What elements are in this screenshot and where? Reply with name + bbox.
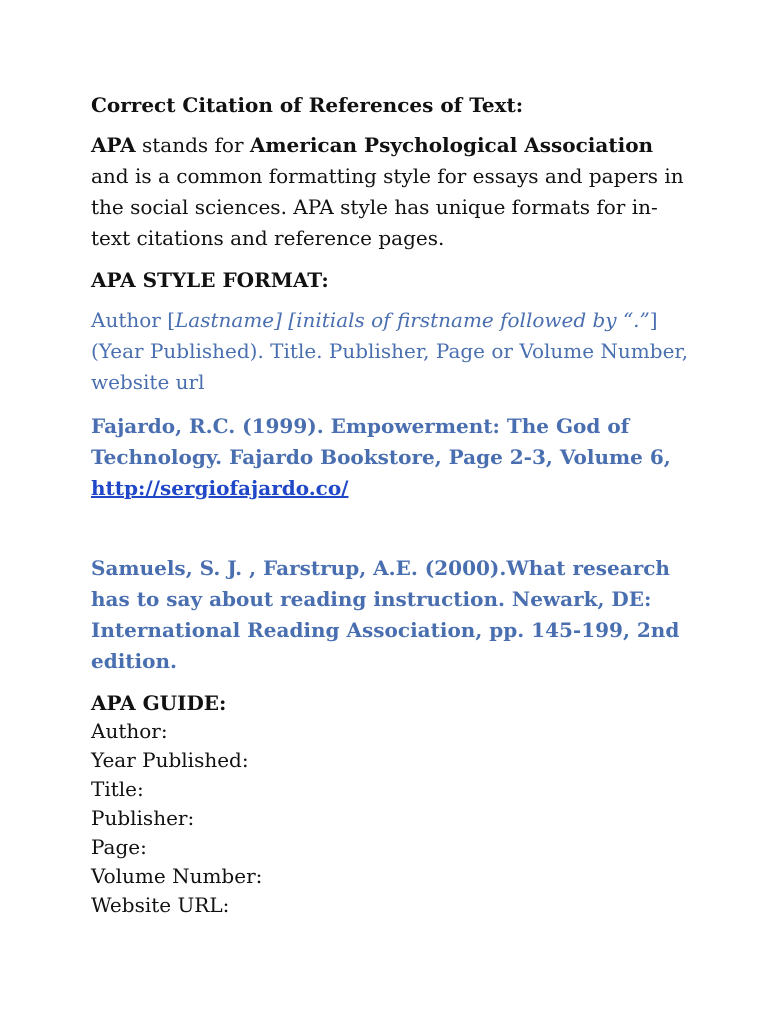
intro-association-bold: American Psychological Association: [249, 133, 654, 157]
document-title: Correct Citation of References of Text:: [91, 93, 524, 117]
guide-item-year-published: Year Published:: [91, 748, 249, 772]
guide-list: [91, 717, 691, 920]
example-reference-1-text: Fajardo, R.C. (1999). Empowerment: The God of Technology. Fajardo Bookstore, Page 2-3, Volume 6,: [91, 414, 671, 469]
guide-item-volume-number: Volume Number:: [91, 864, 263, 888]
example-reference-1-link[interactable]: http://sergiofajardo.co/: [91, 476, 349, 500]
intro-text-2: and is a common formatting style for essays and papers in the social sciences. APA style has unique formats for in-text citations and reference pages.: [91, 164, 684, 250]
format-template-part1: Author [: [91, 308, 176, 332]
style-format-heading: APA STYLE FORMAT:: [91, 268, 329, 292]
document-page: [91, 92, 691, 920]
guide-item-page: Page:: [91, 835, 147, 859]
format-template: [91, 305, 691, 398]
intro-paragraph: [91, 130, 691, 254]
guide-item-author: Author:: [91, 719, 168, 743]
format-template-italic: Lastname] [initials of firstname followed by “.”: [175, 308, 650, 332]
format-template-part3: ] (Year Published). Title. Publisher, Page or Volume Number, website url: [91, 308, 689, 394]
example-reference-1: [91, 411, 691, 504]
guide-heading: APA GUIDE:: [91, 691, 227, 715]
example-reference-2: Samuels, S. J. , Farstrup, A.E. (2000).What research has to say about reading instruction. Newark, DE: International Reading Association, pp. 145-199, 2nd edition.: [91, 556, 680, 673]
guide-item-publisher: Publisher:: [91, 806, 195, 830]
guide-item-title: Title:: [91, 777, 144, 801]
guide-item-website-url: Website URL:: [91, 893, 230, 917]
spacer: [91, 517, 691, 553]
intro-apa-bold: APA: [91, 133, 136, 157]
intro-text-1: stands for: [135, 133, 250, 157]
